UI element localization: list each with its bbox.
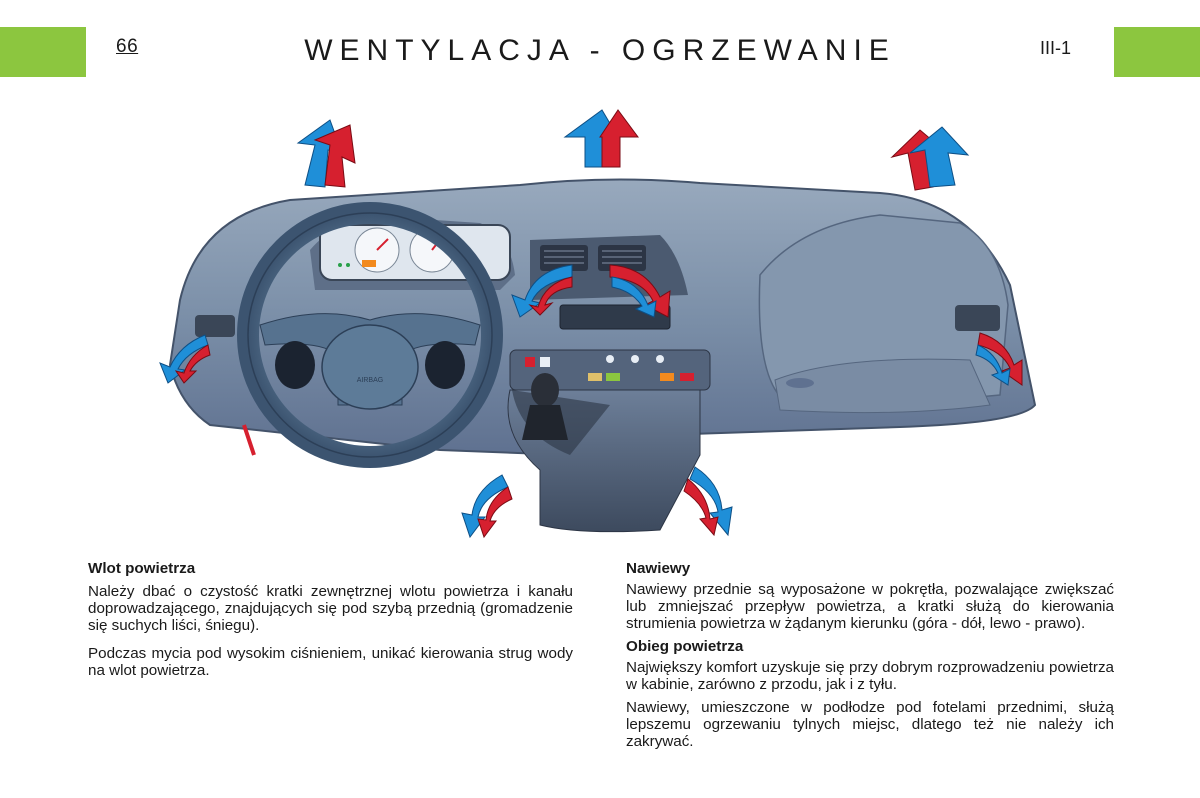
right-column [626,560,1114,756]
airflow-arrow-bottom-right [684,467,732,535]
gear-knob [531,373,559,407]
heading-air-circulation: Obieg powietrza [626,638,744,655]
heading-vents: Nawiewy [626,560,691,577]
left-column [88,560,573,685]
green-corner-tab-left [0,27,86,77]
paragraph-air-circulation-2: Nawiewy, umieszczone w podłodze pod fotelami przednimi, służą lepszemu ogrzewaniu tylnych miejsc, dlatego też nie należy ich zakrywać. [626,699,1114,750]
heading-air-intake: Wlot powietrza [88,560,196,577]
dashboard-illustration [140,105,1060,555]
airflow-arrow-top-center [565,110,638,167]
section-code: III-1 [1040,38,1072,58]
airflow-arrow-top-right [892,127,968,190]
airflow-arrow-bottom-left [462,475,512,537]
green-corner-tab-right [1114,27,1200,77]
paragraph-air-circulation-1: Największy komfort uzyskuje się przy dobrym rozprowadzeniu powietrza w kabinie, zarówno z przodu, jak i z tyłu. [626,659,1114,693]
airbag-label: AIRBAG [356,377,384,384]
airflow-arrow-top-left [298,120,355,187]
airbag-hub [322,325,418,409]
paragraph-air-intake-2: Podczas mycia pod wysokim ciśnieniem, unikać kierowania strug wody na wlot powietrza. [88,645,573,679]
side-vent-right [955,305,1000,331]
page-number: 66 [116,36,139,57]
page-title: WENTYLACJA - OGRZEWANIE [304,34,896,67]
paragraph-vents: Nawiewy przednie są wyposażone w pokrętła, pozwalające zwiększać lub zmniejszać przepływ powietrza, a kratki służą do kierowania strumienia powietrza w żądanym kierunku (góra - dół, lewo - prawo). [626,581,1114,632]
paragraph-air-intake-1: Należy dbać o czystość kratki zewnętrznej wlotu powietrza i kanału doprowadzającego, znajdujących się pod szybą przednią (gromadzenie się suchych liści, śniegu). [88,583,573,634]
side-vent-left [195,315,235,337]
